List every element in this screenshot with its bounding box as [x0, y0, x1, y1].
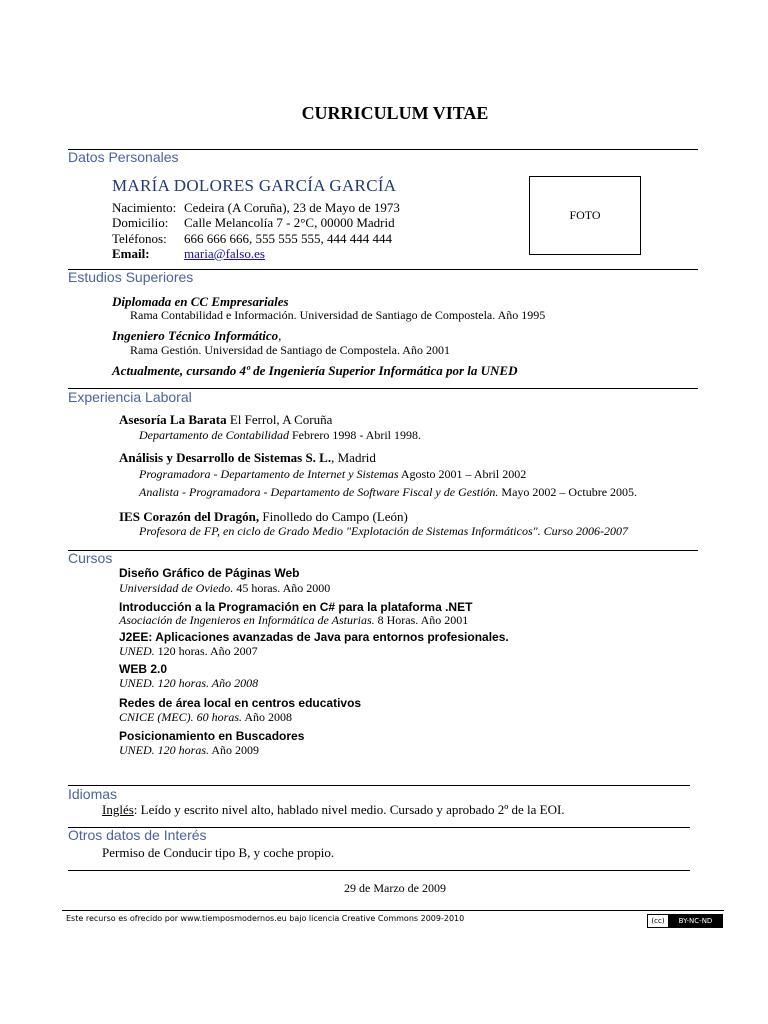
- course-detail: [119, 613, 468, 628]
- course-title: Posicionamiento en Buscadores: [119, 729, 305, 743]
- job-location: El Ferrol, A Coruña: [226, 412, 333, 427]
- course-institution: UNED. 120 horas. Año 2008: [119, 676, 259, 690]
- course-institution: UNED.: [119, 644, 155, 658]
- language-name: Inglés: [102, 802, 134, 817]
- study-title-suffix: ,: [278, 328, 282, 343]
- job-company: IES Corazón del Dragón,: [119, 509, 260, 524]
- language-detail: : Leído y escrito nivel alto, hablado nivel medio. Cursado y aprobado 2º de la EOI.: [133, 802, 565, 817]
- study-current: Actualmente, cursando 4º de Ingeniería Superior Informática por la UNED: [112, 363, 518, 378]
- study-title: Diplomada en CC Empresariales: [112, 294, 289, 309]
- license-text: Este recurso es ofrecido por www.tiemposmodernos.eu bajo licencia Creative Commons 2009-2010: [66, 914, 465, 923]
- course-detail: [119, 743, 259, 758]
- study-detail: Rama Gestión. Universidad de Santiago de Compostela. Año 2001: [130, 343, 450, 357]
- other-info: Permiso de Conducir tipo B, y coche propio.: [102, 845, 335, 860]
- section-other-heading: Otros datos de Interés: [68, 827, 207, 843]
- email-link[interactable]: maria@falso.es: [184, 246, 265, 261]
- phone-row: [112, 231, 392, 247]
- section-courses-heading: Cursos: [68, 550, 113, 566]
- job-role: Analista - Programadora - Departamento de Software Fiscal y de Gestión.: [139, 485, 499, 499]
- section-divider: [68, 785, 690, 786]
- section-personal-heading: Datos Personales: [68, 149, 179, 165]
- job-company: Asesoría La Barata: [119, 412, 227, 427]
- course-hours: 8 Horas. Año 2001: [374, 613, 469, 627]
- job-dates: Agosto 2001 – Abril 2002: [398, 467, 527, 481]
- section-divider: [68, 550, 698, 551]
- job-dates: Mayo 2002 – Octubre 2005.: [498, 485, 638, 499]
- job-role: Departamento de Contabilidad: [139, 428, 289, 442]
- section-languages-heading: Idiomas: [68, 786, 118, 802]
- section-studies-heading: Estudios Superiores: [68, 269, 194, 285]
- course-title: Redes de área local en centros educativos: [119, 696, 362, 710]
- birth-value: Cedeira (A Coruña), 23 de Mayo de 1973: [184, 200, 400, 215]
- job-role: Profesora de FP, en ciclo de Grado Medio "Explotación de Sistemas Informáticos". Curso 2006-2007: [139, 524, 629, 538]
- phone-value: 666 666 666, 555 555 555, 444 444 444: [184, 231, 392, 246]
- address-value: Calle Melancolía 7 - 2°C, 00000 Madrid: [184, 215, 395, 230]
- course-hours: 45 horas. Año 2000: [233, 581, 331, 595]
- section-divider: [68, 149, 698, 150]
- study-title-row: [112, 328, 281, 344]
- email-row: [112, 246, 265, 262]
- photo-placeholder: [529, 176, 641, 255]
- job-company-row: [119, 509, 408, 525]
- candidate-name: MARÍA DOLORES GARCÍA GARCÍA: [112, 176, 397, 195]
- section-experience-heading: Experiencia Laboral: [68, 389, 192, 405]
- email-label: Email:: [112, 246, 150, 261]
- address-label: Domicilio:: [112, 215, 169, 230]
- course-hours: 120 horas. Año 2007: [154, 644, 258, 658]
- course-detail: [119, 581, 330, 596]
- course-institution: Universidad de Oviedo.: [119, 581, 234, 595]
- birth-row: [112, 200, 400, 216]
- job-role-row: [139, 485, 637, 500]
- cc-icon: (cc): [648, 915, 669, 927]
- page-title: CURRICULUM VITAE: [301, 103, 489, 123]
- job-company-row: [119, 450, 376, 466]
- document-date: 29 de Marzo de 2009: [344, 881, 446, 895]
- section-divider: [68, 870, 690, 871]
- cc-license-label: BY-NC-ND: [669, 915, 722, 927]
- course-title: Introducción a la Programación en C# para la plataforma .NET: [119, 600, 473, 614]
- job-company: Análisis y Desarrollo de Sistemas S. L.: [119, 450, 332, 465]
- course-title: WEB 2.0: [119, 662, 168, 676]
- job-location: , Madrid: [331, 450, 376, 465]
- job-role-row: [139, 467, 526, 482]
- study-detail: Rama Contabilidad e Información. Universidad de Santiago de Compostela. Año 1995: [130, 308, 546, 322]
- language-row: [102, 802, 565, 818]
- job-company-row: [119, 412, 332, 428]
- course-title: Diseño Gráfico de Páginas Web: [119, 566, 300, 580]
- creative-commons-badge[interactable]: [647, 914, 723, 928]
- birth-label: Nacimiento:: [112, 200, 177, 215]
- course-title: J2EE: Aplicaciones avanzadas de Java para entornos profesionales.: [119, 630, 509, 644]
- photo-label: FOTO: [569, 208, 601, 222]
- study-title: Ingeniero Técnico Informático: [112, 328, 279, 343]
- job-location: Finolledo do Campo (León): [259, 509, 408, 524]
- phone-label: Teléfonos:: [112, 231, 167, 246]
- footer-divider: [62, 910, 724, 911]
- course-institution: CNICE (MEC). 60 horas.: [119, 710, 242, 724]
- course-hours: Año 2009: [209, 743, 260, 757]
- job-role-row: [139, 428, 421, 443]
- job-role: Programadora - Departamento de Internet y Sistemas: [139, 467, 399, 481]
- course-detail: [119, 644, 258, 659]
- course-institution: UNED. 120 horas.: [119, 743, 210, 757]
- job-dates: Febrero 1998 - Abril 1998.: [289, 428, 421, 442]
- course-hours: Año 2008: [242, 710, 293, 724]
- course-institution: Asociación de Ingenieros en Informática de Asturias.: [119, 613, 375, 627]
- course-detail: [119, 710, 292, 725]
- address-row: [112, 215, 395, 231]
